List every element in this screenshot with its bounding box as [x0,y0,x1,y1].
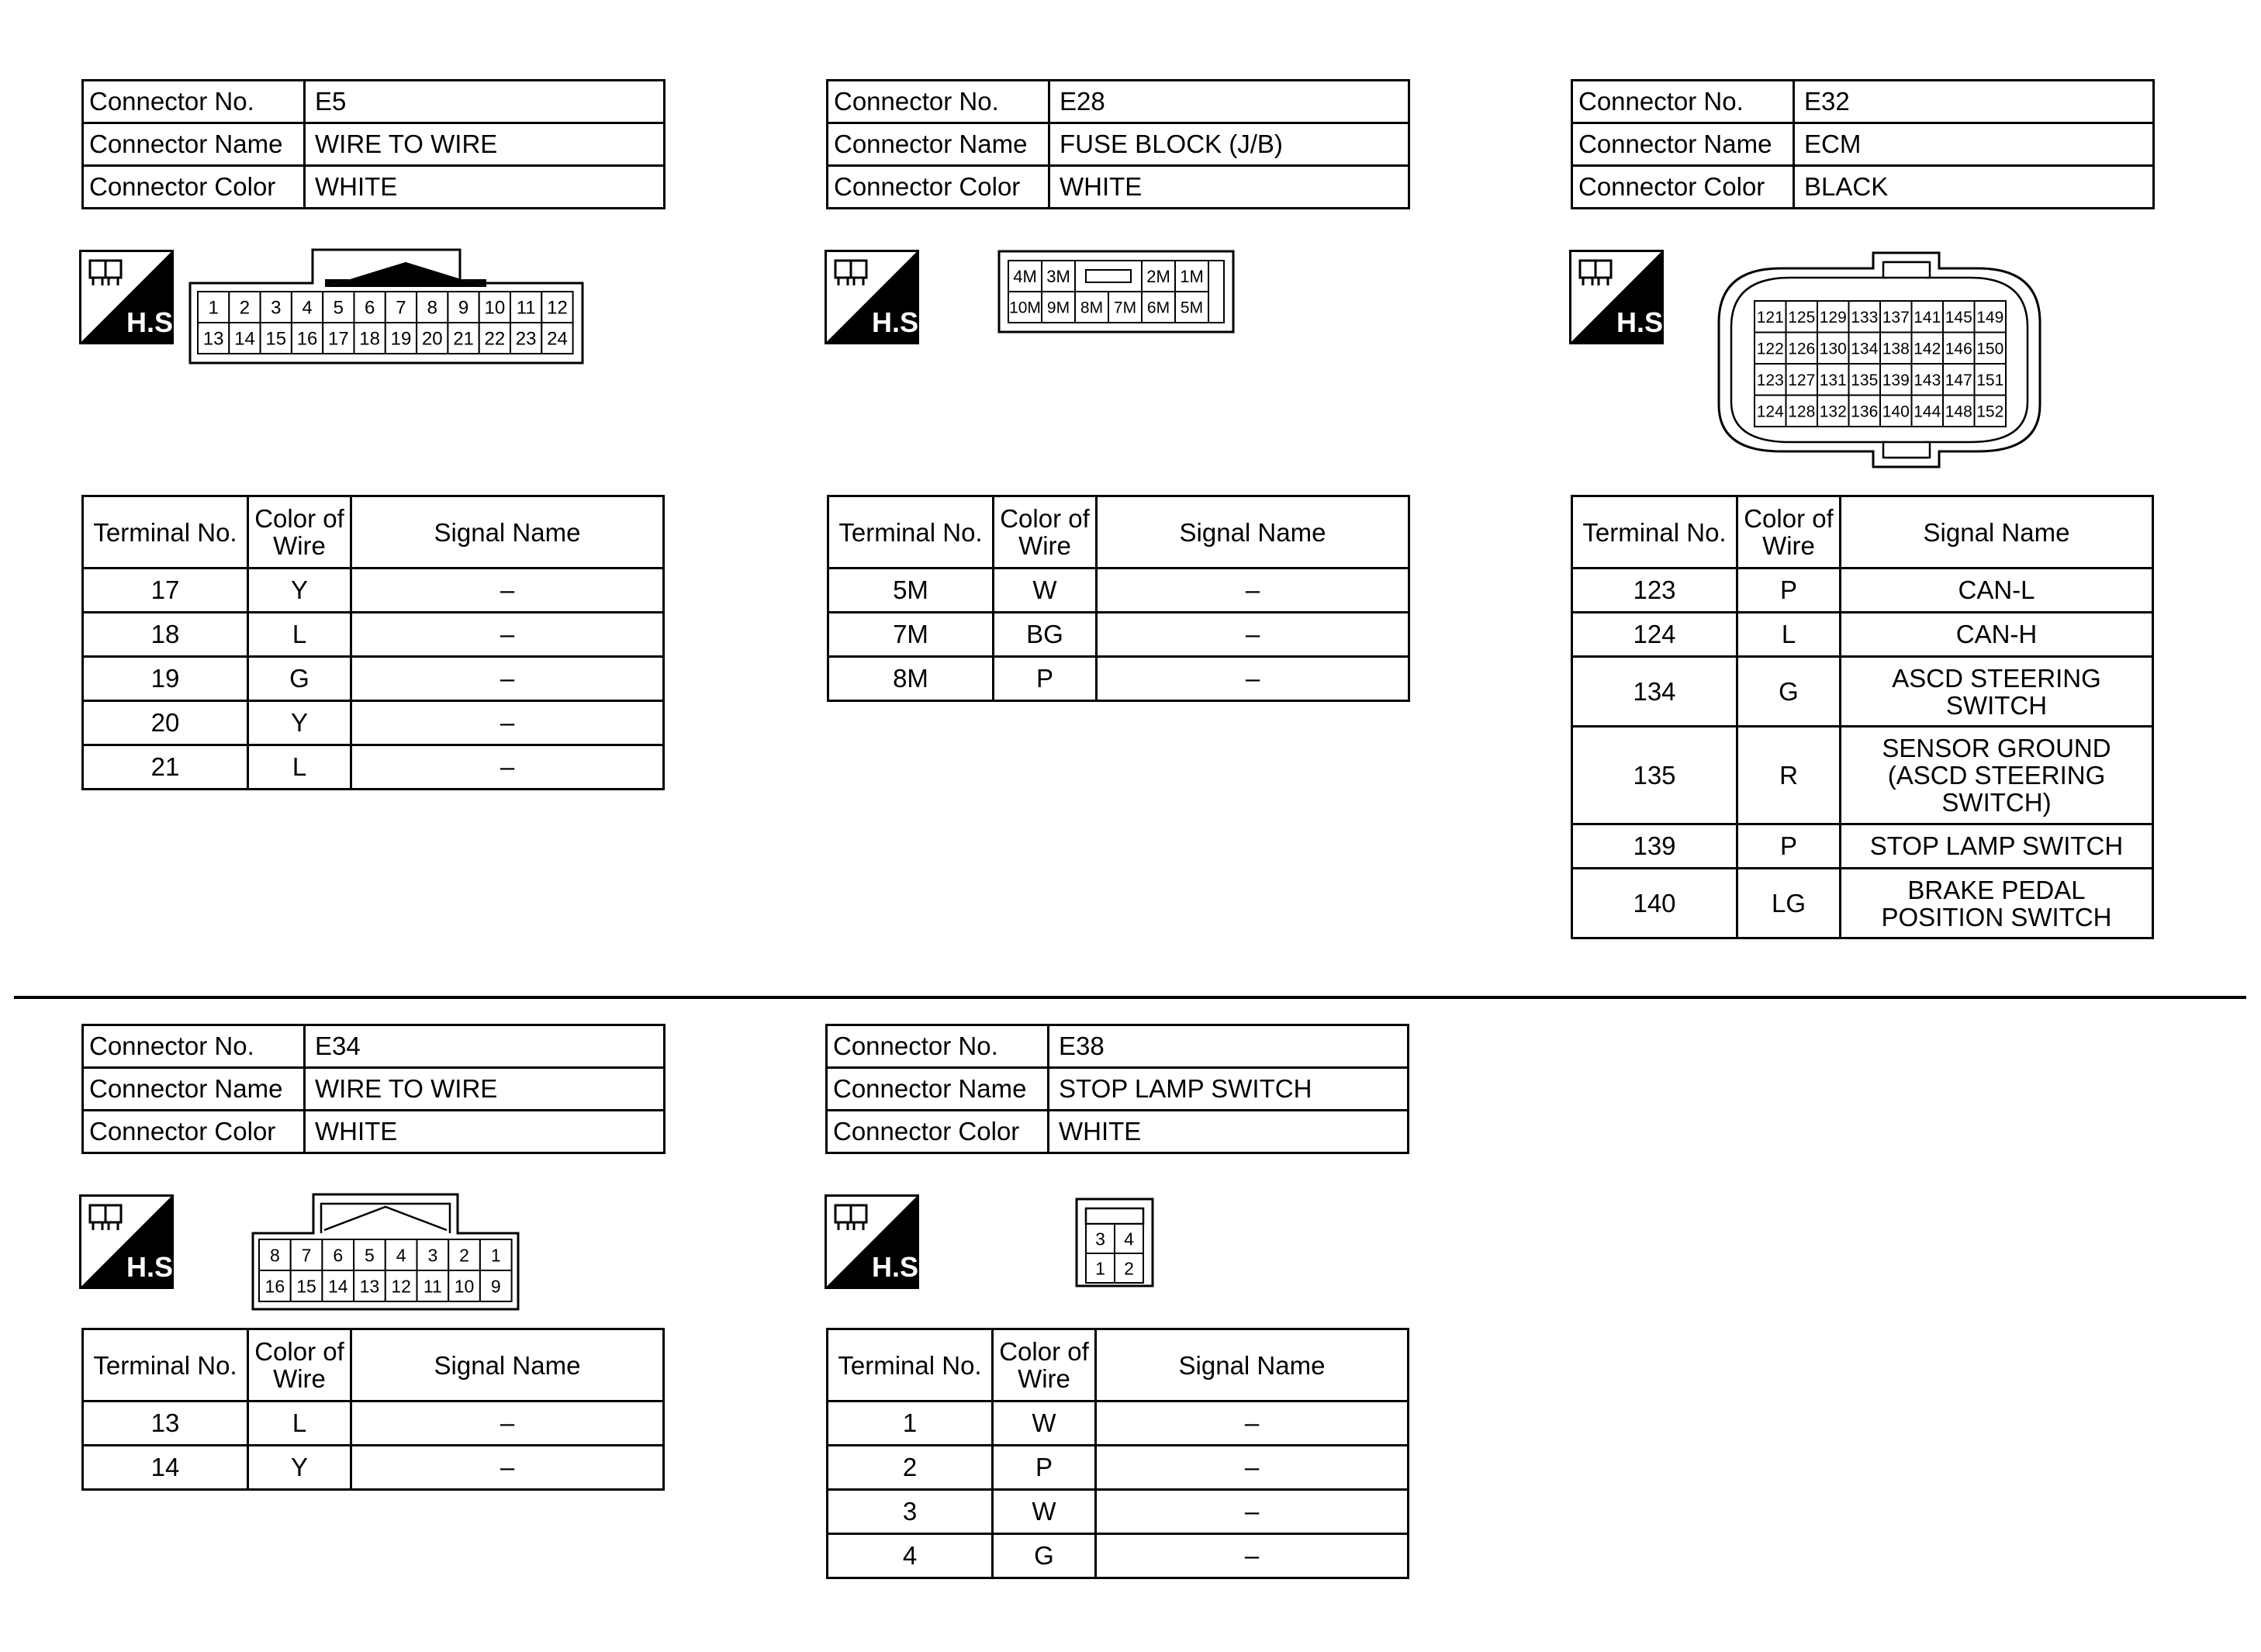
hs-harness-side-icon [1569,250,1672,344]
terminal-pin-label: 140 [1882,403,1910,421]
terminal-pin-label: 5 [365,1245,375,1266]
terminal-pin-label: 130 [1819,340,1847,358]
connector-name-value: WIRE TO WIRE [305,123,665,166]
terminal-pin-label: 128 [1788,403,1816,421]
table-row: 4 G – [828,1534,1409,1578]
svg-text:H.S.: H.S. [1616,306,1672,338]
terminal-pin-label: 8M [1080,299,1104,317]
color-of-wire-header: Color of Wire [248,1329,351,1401]
connector-color-value: WHITE [305,1111,665,1153]
table-row: 2 P – [828,1446,1409,1490]
terminal-pin-label: 6 [364,297,375,319]
connector-name-label: Connector Name [828,123,1049,166]
table-row: 19 G – [83,657,664,701]
connector-name-value: ECM [1794,123,2154,166]
terminal-pin-label: 8 [269,1245,280,1266]
terminal-pin-label: 123 [1756,371,1784,389]
connector-color-value: BLACK [1794,166,2154,209]
terminal-pin-label: 4 [396,1245,406,1266]
connector-e32-terminal-table [1571,495,2154,939]
terminal-pin-label: 22 [484,328,506,350]
terminal-pin-label: 10 [484,297,506,319]
connector-no-label: Connector No. [827,1025,1049,1068]
hs-harness-side-icon [79,250,182,344]
table-row: 8M P – [828,657,1409,701]
connector-color-label: Connector Color [83,166,305,209]
table-row: 134 G ASCD STEERING SWITCH [1572,657,2153,727]
terminal-pin-label: 9M [1046,299,1070,317]
terminal-pin-label: 8 [427,297,437,319]
terminal-pin-label: 21 [453,328,474,350]
terminal-pin-label: 24 [547,328,568,350]
signal-name-header: Signal Name [1096,1329,1409,1401]
connector-no-value: E5 [305,81,665,123]
connector-e34-terminal-table [81,1328,665,1491]
terminal-pin-label: 126 [1788,340,1816,358]
connector-no-label: Connector No. [83,1025,305,1068]
terminal-pin-label: 136 [1851,403,1879,421]
table-row: 139 P STOP LAMP SWITCH [1572,824,2153,869]
terminal-pin-label: 132 [1819,403,1847,421]
terminal-pin-label: 139 [1882,371,1910,389]
terminal-pin-label: 122 [1756,340,1784,358]
terminal-pin-label: 4 [1124,1229,1134,1249]
color-of-wire-header: Color of Wire [993,1329,1096,1401]
connector-no-label: Connector No. [1572,81,1794,123]
connector-no-value: E32 [1794,81,2154,123]
terminal-pin-label: 3 [271,297,282,319]
terminal-pin-label: 2M [1146,266,1170,286]
connector-e28-face-diagram [997,250,1235,334]
terminal-pin-label: 9 [490,1276,501,1297]
connector-name-label: Connector Name [83,1068,305,1111]
color-of-wire-header: Color of Wire [248,496,351,569]
connector-no-label: Connector No. [83,81,305,123]
connector-no-label: Connector No. [828,81,1049,123]
terminal-pin-label: 3 [1095,1229,1105,1249]
signal-name-header: Signal Name [1841,496,2153,569]
connector-e38-info-table [825,1024,1409,1154]
table-row: 20 Y – [83,701,664,745]
terminal-pin-label: 151 [1976,371,2004,389]
connector-e5-info-table [81,79,666,209]
terminal-pin-label: 149 [1976,308,2004,327]
connector-e5-terminal-table [81,495,665,790]
terminal-pin-label: 11 [516,297,536,319]
terminal-pin-label: 6 [333,1245,344,1266]
terminal-pin-label: 138 [1882,340,1910,358]
table-row: 1 W – [828,1401,1409,1446]
table-row: 5M W – [828,569,1409,613]
terminal-pin-label: 2 [239,297,251,319]
terminal-pin-label: 11 [423,1276,442,1297]
terminal-pin-label: 142 [1914,340,1941,358]
table-row: 7M BG – [828,613,1409,657]
terminal-pin-label: 3M [1046,266,1070,286]
terminal-pin-label: 12 [391,1276,411,1297]
table-row: 14 Y – [83,1446,664,1490]
table-row: 17 Y – [83,569,664,613]
terminal-pin-label: 10M [1009,299,1041,317]
connector-e34-face-diagram [251,1193,520,1311]
fuse-slot [1086,270,1131,282]
color-of-wire-header: Color of Wire [1737,496,1841,569]
connector-e28-info-table [826,79,1410,209]
terminal-pin-label: 127 [1788,371,1816,389]
terminal-pin-label: 134 [1851,340,1879,358]
terminal-pin-label: 6M [1146,299,1170,317]
connector-name-value: FUSE BLOCK (J/B) [1049,123,1409,166]
terminal-pin-label: 5 [333,297,344,319]
table-row: 3 W – [828,1490,1409,1534]
terminal-pin-label: 146 [1945,340,1972,358]
terminal-pin-label: 5M [1180,299,1204,317]
connector-name-label: Connector Name [827,1068,1049,1111]
terminal-pin-label: 137 [1882,308,1910,327]
connector-no-value: E34 [305,1025,665,1068]
terminal-pin-label: 125 [1788,308,1816,327]
terminal-pin-label: 7M [1113,299,1137,317]
signal-name-header: Signal Name [351,1329,664,1401]
terminal-no-header: Terminal No. [83,1329,248,1401]
table-row: 18 L – [83,613,664,657]
terminal-pin-label: 129 [1819,308,1847,327]
connector-color-value: WHITE [305,166,665,209]
terminal-pin-label: 1 [490,1245,501,1266]
terminal-pin-label: 15 [265,328,287,350]
connector-color-value: WHITE [1049,1111,1409,1153]
hs-harness-side-icon [825,250,927,344]
terminal-pin-label: 150 [1976,340,2004,358]
terminal-pin-label: 141 [1914,308,1941,327]
connector-color-label: Connector Color [828,166,1049,209]
terminal-pin-label: 121 [1756,308,1784,327]
signal-name-header: Signal Name [1097,496,1409,569]
connector-e38-terminal-table [826,1328,1409,1579]
terminal-no-header: Terminal No. [1572,496,1737,569]
terminal-pin-label: 143 [1914,371,1941,389]
connector-color-label: Connector Color [1572,166,1794,209]
terminal-pin-label: 4M [1013,266,1037,286]
terminal-pin-label: 144 [1914,403,1941,421]
terminal-pin-label: 20 [421,328,443,350]
connector-e5-face-diagram [188,248,586,365]
terminal-no-header: Terminal No. [828,496,994,569]
terminal-pin-label: 1M [1180,266,1204,286]
terminal-pin-label: 152 [1976,403,2004,421]
terminal-pin-label: 148 [1945,403,1972,421]
connector-name-label: Connector Name [1572,123,1794,166]
terminal-pin-label: 135 [1851,371,1879,389]
table-row: 123 P CAN-L [1572,569,2153,613]
terminal-pin-label: 131 [1819,371,1847,389]
terminal-pin-label: 23 [515,328,537,350]
svg-text:H.S.: H.S. [126,1251,182,1283]
connector-no-value: E28 [1049,81,1409,123]
connector-name-value: WIRE TO WIRE [305,1068,665,1111]
table-row: 21 L – [83,745,664,790]
terminal-pin-label: 7 [396,297,406,319]
connector-e32-info-table [1571,79,2155,209]
svg-text:H.S.: H.S. [871,1251,927,1283]
terminal-pin-label: 13 [359,1276,380,1297]
terminal-pin-label: 2 [459,1245,469,1266]
connector-name-label: Connector Name [83,123,305,166]
terminal-pin-label: 9 [458,297,469,319]
connector-color-value: WHITE [1049,166,1409,209]
terminal-pin-label: 15 [296,1276,316,1297]
hs-harness-side-icon [79,1194,182,1289]
terminal-pin-label: 1 [208,297,219,319]
terminal-pin-label: 16 [264,1276,285,1297]
connector-color-label: Connector Color [827,1111,1049,1153]
terminal-pin-label: 3 [427,1245,438,1266]
svg-text:H.S.: H.S. [871,306,927,338]
table-row: 124 L CAN-H [1572,613,2153,657]
terminal-pin-label: 17 [327,328,349,350]
terminal-pin-label: 145 [1945,308,1972,327]
terminal-pin-label: 4 [302,297,313,319]
terminal-pin-label: 13 [202,328,224,350]
connector-e38-face-diagram [1075,1198,1154,1287]
hs-harness-side-icon [825,1194,927,1289]
terminal-pin-label: 10 [454,1276,475,1297]
table-row: 135 R SENSOR GROUND (ASCD STEERING SWITCH) [1572,727,2153,824]
connector-name-value: STOP LAMP SWITCH [1049,1068,1409,1111]
terminal-pin-label: 19 [390,328,412,350]
terminal-pin-label: 7 [301,1245,312,1266]
terminal-pin-label: 147 [1945,371,1972,389]
connector-e28-terminal-table [827,495,1410,702]
table-row: 140 LG BRAKE PEDAL POSITION SWITCH [1572,869,2153,938]
terminal-pin-label: 16 [296,328,318,350]
connector-e32-face-diagram [1714,250,2045,470]
svg-text:H.S.: H.S. [126,306,182,338]
terminal-pin-label: 18 [359,328,381,350]
terminal-pin-label: 2 [1124,1258,1134,1279]
connector-no-value: E38 [1049,1025,1409,1068]
connector-color-label: Connector Color [83,1111,305,1153]
terminal-pin-label: 133 [1851,308,1879,327]
terminal-pin-label: 14 [234,328,255,350]
terminal-pin-label: 1 [1095,1258,1105,1279]
terminal-no-header: Terminal No. [828,1329,993,1401]
terminal-pin-label: 124 [1756,403,1784,421]
color-of-wire-header: Color of Wire [994,496,1097,569]
terminal-no-header: Terminal No. [83,496,248,569]
signal-name-header: Signal Name [351,496,664,569]
section-divider [14,996,2246,999]
terminal-pin-label: 14 [327,1276,348,1297]
connector-e34-info-table [81,1024,666,1154]
table-row: 13 L – [83,1401,664,1446]
terminal-pin-label: 12 [547,297,568,319]
